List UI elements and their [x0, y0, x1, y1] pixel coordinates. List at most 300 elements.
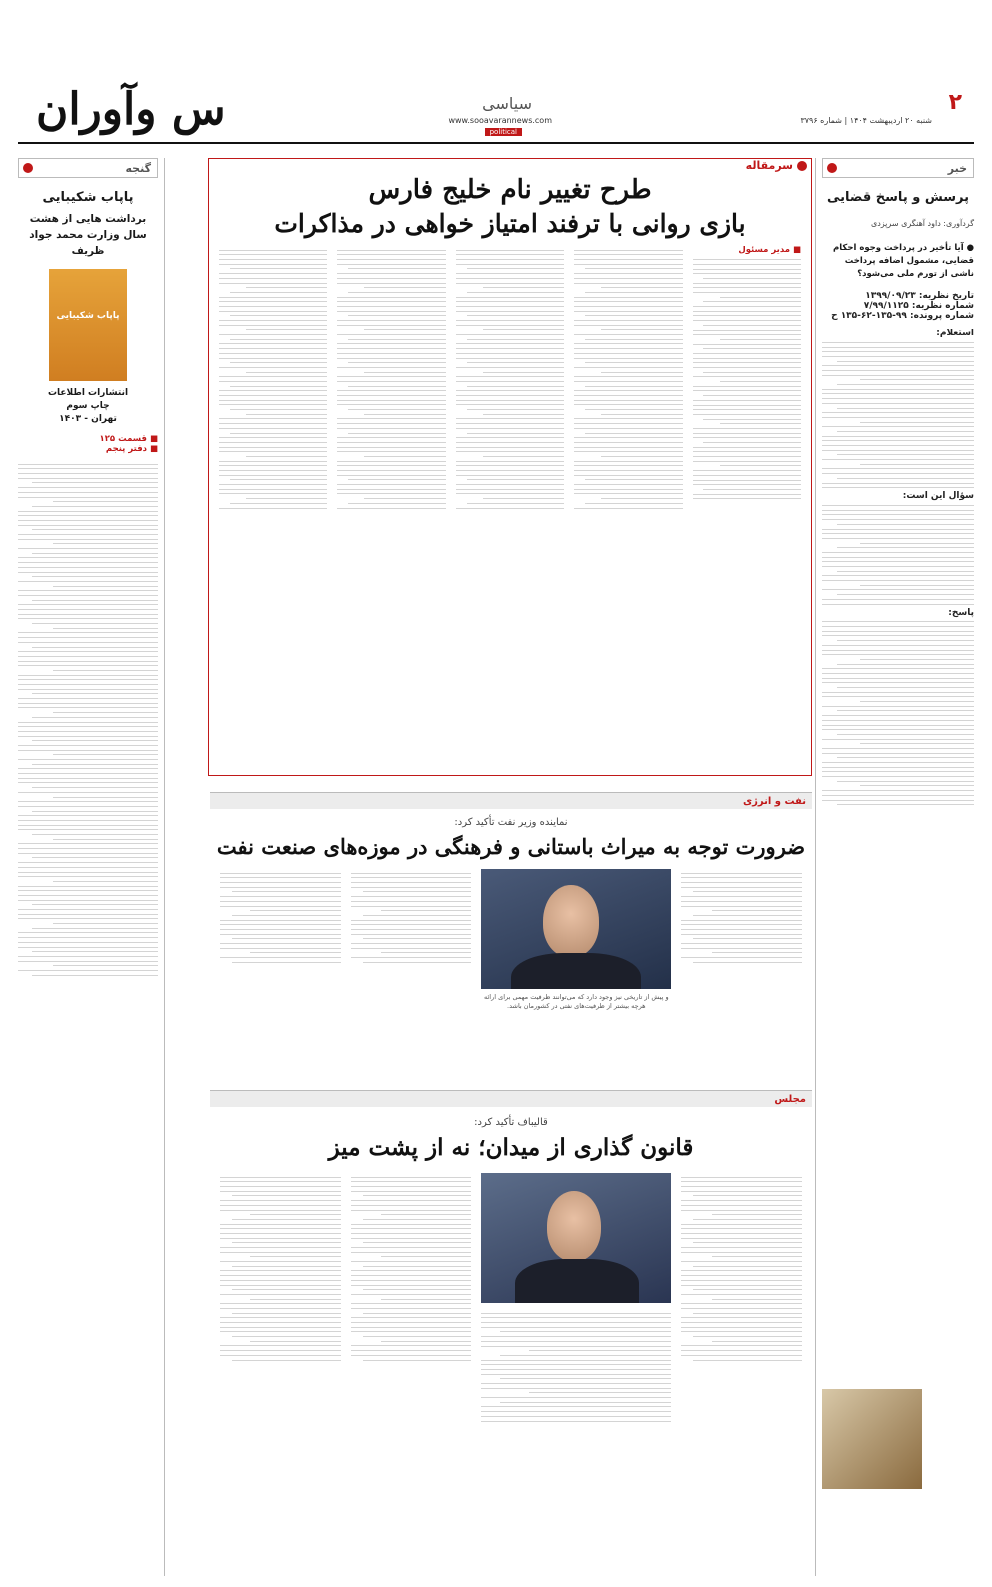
text-line	[693, 447, 801, 448]
text-line	[481, 1411, 671, 1412]
qa-body	[822, 329, 974, 1489]
text-line	[18, 557, 158, 558]
text-line	[681, 1280, 802, 1281]
text-line	[481, 1317, 671, 1318]
text-line	[363, 1289, 472, 1290]
text-line	[837, 687, 974, 688]
text-line	[53, 543, 158, 544]
text-line	[351, 1327, 472, 1328]
text-line	[574, 367, 682, 368]
text-line	[822, 706, 974, 707]
text-line	[456, 254, 564, 255]
text-line	[822, 356, 974, 357]
text-line	[18, 651, 158, 652]
text-line	[220, 1327, 341, 1328]
text-line	[219, 259, 327, 260]
text-line	[456, 489, 564, 490]
qa-ref-number: شماره نظریه: ۷/۹۹/۱۱۲۵	[863, 301, 974, 311]
text-line	[220, 887, 341, 888]
text-line	[681, 877, 802, 878]
text-line	[693, 306, 801, 307]
text-line	[219, 484, 327, 485]
text-line	[230, 503, 328, 504]
text-line	[220, 943, 341, 944]
text-line	[18, 473, 158, 474]
text-line	[18, 820, 158, 821]
text-line	[232, 1360, 341, 1361]
text-line	[574, 306, 682, 307]
text-line	[456, 381, 564, 382]
text-line	[720, 297, 801, 298]
text-line	[18, 726, 158, 727]
text-line	[574, 508, 682, 509]
text-line	[351, 1238, 472, 1239]
section-tag: political	[485, 128, 522, 136]
text-line	[220, 1247, 341, 1248]
text-line	[337, 343, 445, 344]
text-line	[18, 684, 158, 685]
text-line	[574, 475, 682, 476]
text-line	[681, 1177, 802, 1178]
text-line	[703, 442, 801, 443]
text-line	[246, 414, 327, 415]
text-line	[53, 586, 158, 587]
text-line	[337, 423, 445, 424]
text-line	[220, 948, 341, 949]
text-line	[703, 372, 801, 373]
text-line	[860, 379, 974, 380]
text-line	[246, 372, 327, 373]
text-line	[712, 1256, 803, 1257]
text-line	[693, 353, 801, 354]
text-line	[822, 519, 974, 520]
text-line	[481, 1313, 671, 1314]
justice-scale-image	[822, 1389, 922, 1489]
text-line	[232, 938, 341, 939]
text-line	[18, 632, 158, 633]
text-line	[219, 301, 327, 302]
text-line	[693, 259, 801, 260]
text-line	[219, 451, 327, 452]
text-line	[351, 1191, 472, 1192]
text-line	[18, 815, 158, 816]
parliament-headline: قانون گذاری از میدان؛ نه از پشت میز	[328, 1134, 694, 1161]
text-line	[822, 678, 974, 679]
text-line	[220, 920, 341, 921]
text-line	[32, 647, 158, 648]
text-line	[18, 511, 158, 512]
text-line	[18, 843, 158, 844]
text-line	[348, 386, 446, 387]
text-line	[246, 329, 327, 330]
text-line	[837, 734, 974, 735]
text-line	[351, 1322, 472, 1323]
text-line	[681, 1270, 802, 1271]
text-line	[703, 419, 801, 420]
text-line	[837, 640, 974, 641]
text-line	[351, 1177, 472, 1178]
editorial-box	[208, 158, 812, 776]
text-line	[337, 461, 445, 462]
text-line	[681, 1285, 802, 1286]
text-line	[337, 493, 445, 494]
text-line	[219, 254, 327, 255]
oil-col-1	[681, 869, 802, 1069]
text-line	[681, 1224, 802, 1225]
text-line	[822, 566, 974, 567]
text-line	[822, 720, 974, 721]
text-line	[220, 1191, 341, 1192]
text-line	[456, 447, 564, 448]
text-line	[32, 576, 158, 577]
text-line	[53, 670, 158, 671]
text-line	[18, 853, 158, 854]
text-line	[822, 538, 974, 539]
text-line	[456, 367, 564, 368]
text-line	[822, 725, 974, 726]
text-line	[822, 635, 974, 636]
text-line	[456, 353, 564, 354]
text-line	[585, 315, 683, 316]
text-line	[250, 1256, 341, 1257]
text-line	[18, 539, 158, 540]
text-line	[860, 422, 974, 423]
text-line	[18, 665, 158, 666]
text-line	[693, 376, 801, 377]
text-line	[837, 431, 974, 432]
text-line	[693, 311, 801, 312]
text-line	[219, 475, 327, 476]
parliament-col-3	[220, 1173, 341, 1553]
text-line	[822, 514, 974, 515]
text-line	[574, 376, 682, 377]
text-line	[18, 792, 158, 793]
text-line	[481, 1346, 671, 1347]
book-label: گنجه	[125, 161, 151, 175]
text-line	[681, 1308, 802, 1309]
text-line	[220, 901, 341, 902]
text-line	[32, 623, 158, 624]
text-line	[822, 393, 974, 394]
text-line	[18, 750, 158, 751]
text-line	[481, 1397, 671, 1398]
red-dot-icon	[797, 161, 807, 171]
text-line	[481, 1322, 671, 1323]
text-line	[337, 428, 445, 429]
text-line	[18, 703, 158, 704]
text-line	[232, 1336, 341, 1337]
text-line	[574, 273, 682, 274]
text-line	[500, 1355, 671, 1356]
text-line	[837, 664, 974, 665]
text-line	[232, 1289, 341, 1290]
text-line	[456, 461, 564, 462]
text-line	[822, 767, 974, 768]
text-line	[32, 506, 158, 507]
text-line	[337, 259, 445, 260]
text-line	[230, 433, 328, 434]
text-line	[219, 404, 327, 405]
text-line	[18, 829, 158, 830]
text-line	[220, 1261, 341, 1262]
text-line	[456, 259, 564, 260]
book-subtitle: برداشت هایی از هشت سال وزارت محمد جواد ظریف	[29, 213, 147, 257]
text-line	[219, 428, 327, 429]
text-line	[337, 348, 445, 349]
text-line	[822, 621, 974, 622]
text-line	[18, 886, 158, 887]
oil-col-2	[351, 869, 472, 1069]
book-edition: چاپ سوم	[66, 401, 110, 411]
text-line	[456, 423, 564, 424]
text-line	[822, 450, 974, 451]
book-title: پاپاب شکیبایی	[42, 190, 134, 205]
text-line	[574, 283, 682, 284]
text-line	[574, 348, 682, 349]
text-line	[574, 404, 682, 405]
text-line	[456, 334, 564, 335]
text-line	[720, 339, 801, 340]
text-line	[837, 804, 974, 805]
text-line	[585, 503, 683, 504]
qa-ref-date: تاریخ نظریه: ۱۳۹۹/۰۹/۲۳	[865, 291, 974, 301]
text-line	[822, 473, 974, 474]
text-line	[822, 510, 974, 511]
text-line	[32, 928, 158, 929]
text-line	[219, 437, 327, 438]
text-line	[822, 682, 974, 683]
text-line	[481, 1369, 671, 1370]
text-line	[351, 1261, 472, 1262]
text-line	[230, 339, 328, 340]
text-line	[693, 484, 801, 485]
text-line	[351, 943, 472, 944]
text-line	[585, 268, 683, 269]
text-line	[32, 482, 158, 483]
oil-photo-wrap	[481, 869, 671, 1069]
text-line	[822, 529, 974, 530]
text-line	[18, 637, 158, 638]
text-line	[860, 659, 974, 660]
text-line	[574, 418, 682, 419]
text-line	[574, 358, 682, 359]
text-line	[18, 487, 158, 488]
site-url[interactable]: www.sooavarannews.com	[448, 116, 552, 125]
text-line	[53, 839, 158, 840]
text-line	[337, 484, 445, 485]
text-line	[230, 268, 328, 269]
text-line	[693, 428, 801, 429]
text-line	[219, 297, 327, 298]
text-line	[219, 334, 327, 335]
text-line	[32, 600, 158, 601]
text-line	[574, 254, 682, 255]
text-line	[232, 1313, 341, 1314]
text-line	[220, 1294, 341, 1295]
text-line	[219, 320, 327, 321]
text-line	[500, 1378, 671, 1379]
text-line	[220, 934, 341, 935]
text-line	[822, 389, 974, 390]
editorial-label: سرمقاله	[745, 159, 793, 172]
judicial-qa-column	[822, 158, 974, 1573]
text-line	[219, 418, 327, 419]
text-line	[18, 961, 158, 962]
text-line	[837, 781, 974, 782]
text-line	[348, 315, 446, 316]
text-line	[720, 381, 801, 382]
text-line	[693, 330, 801, 331]
text-line	[693, 1195, 802, 1196]
text-line	[693, 1360, 802, 1361]
text-line	[18, 909, 158, 910]
text-line	[860, 543, 974, 544]
text-line	[32, 811, 158, 812]
text-line	[467, 503, 565, 504]
text-line	[337, 508, 445, 509]
text-line	[681, 896, 802, 897]
editorial-col-3	[456, 246, 564, 762]
text-line	[467, 315, 565, 316]
text-line	[456, 470, 564, 471]
text-line	[681, 1350, 802, 1351]
text-line	[681, 1327, 802, 1328]
text-line	[220, 1210, 341, 1211]
text-line	[822, 445, 974, 446]
text-line	[456, 484, 564, 485]
text-line	[681, 873, 802, 874]
text-line	[220, 1177, 341, 1178]
text-line	[337, 297, 445, 298]
red-dot-icon	[827, 163, 837, 173]
text-line	[220, 873, 341, 874]
text-line	[574, 461, 682, 462]
text-line	[456, 395, 564, 396]
text-line	[337, 447, 445, 448]
text-line	[456, 437, 564, 438]
text-line	[351, 1345, 472, 1346]
text-line	[337, 465, 445, 466]
text-line	[337, 311, 445, 312]
text-line	[483, 329, 564, 330]
text-line	[220, 924, 341, 925]
text-line	[681, 1210, 802, 1211]
text-line	[219, 348, 327, 349]
text-line	[456, 348, 564, 349]
text-line	[351, 1308, 472, 1309]
text-line	[220, 1224, 341, 1225]
text-line	[220, 1285, 341, 1286]
text-line	[693, 405, 801, 406]
text-line	[219, 390, 327, 391]
text-line	[363, 1266, 472, 1267]
text-line	[693, 915, 802, 916]
editorial-col-5	[219, 246, 327, 762]
text-line	[681, 1345, 802, 1346]
text-line	[681, 1205, 802, 1206]
text-line	[574, 311, 682, 312]
text-line	[351, 1355, 472, 1356]
text-line	[232, 962, 341, 963]
text-line	[822, 398, 974, 399]
text-line	[351, 1270, 472, 1271]
text-line	[220, 1252, 341, 1253]
text-line	[481, 1364, 671, 1365]
text-line	[837, 757, 974, 758]
text-line	[822, 631, 974, 632]
text-line	[337, 442, 445, 443]
text-line	[481, 1341, 671, 1342]
text-line	[351, 1331, 472, 1332]
text-line	[32, 857, 158, 858]
text-line	[219, 381, 327, 382]
text-line	[18, 534, 158, 535]
text-line	[822, 748, 974, 749]
book-label-bar	[18, 158, 158, 178]
text-line	[822, 729, 974, 730]
text-line	[483, 414, 564, 415]
text-line	[456, 442, 564, 443]
text-line	[220, 1345, 341, 1346]
text-line	[220, 1322, 341, 1323]
text-line	[720, 423, 801, 424]
text-line	[456, 278, 564, 279]
text-line	[351, 1252, 472, 1253]
text-line	[693, 938, 802, 939]
text-line	[219, 343, 327, 344]
text-line	[822, 599, 974, 600]
text-line	[693, 962, 802, 963]
text-line	[456, 465, 564, 466]
text-line	[585, 292, 683, 293]
text-line	[681, 924, 802, 925]
text-line	[456, 400, 564, 401]
text-line	[693, 358, 801, 359]
text-line	[703, 325, 801, 326]
text-line	[681, 1294, 802, 1295]
text-line	[693, 390, 801, 391]
text-line	[18, 515, 158, 516]
text-line	[220, 1270, 341, 1271]
text-line	[467, 433, 565, 434]
text-line	[500, 1331, 671, 1332]
text-line	[348, 268, 446, 269]
text-line	[220, 1355, 341, 1356]
text-line	[681, 906, 802, 907]
text-line	[681, 901, 802, 902]
text-line	[230, 409, 328, 410]
news-label-bar	[822, 158, 974, 178]
text-line	[693, 386, 801, 387]
text-line	[693, 1313, 802, 1314]
text-line	[822, 800, 974, 801]
text-line	[822, 696, 974, 697]
text-line	[220, 1233, 341, 1234]
text-line	[681, 1238, 802, 1239]
text-line	[822, 650, 974, 651]
text-line	[18, 956, 158, 957]
text-line	[574, 442, 682, 443]
text-line	[337, 283, 445, 284]
editorial-col-1	[693, 246, 801, 762]
parliament-columns	[210, 1161, 812, 1553]
text-line	[18, 689, 158, 690]
text-line	[18, 679, 158, 680]
text-line	[456, 301, 564, 302]
text-line	[712, 952, 803, 953]
text-line	[18, 590, 158, 591]
text-line	[220, 877, 341, 878]
